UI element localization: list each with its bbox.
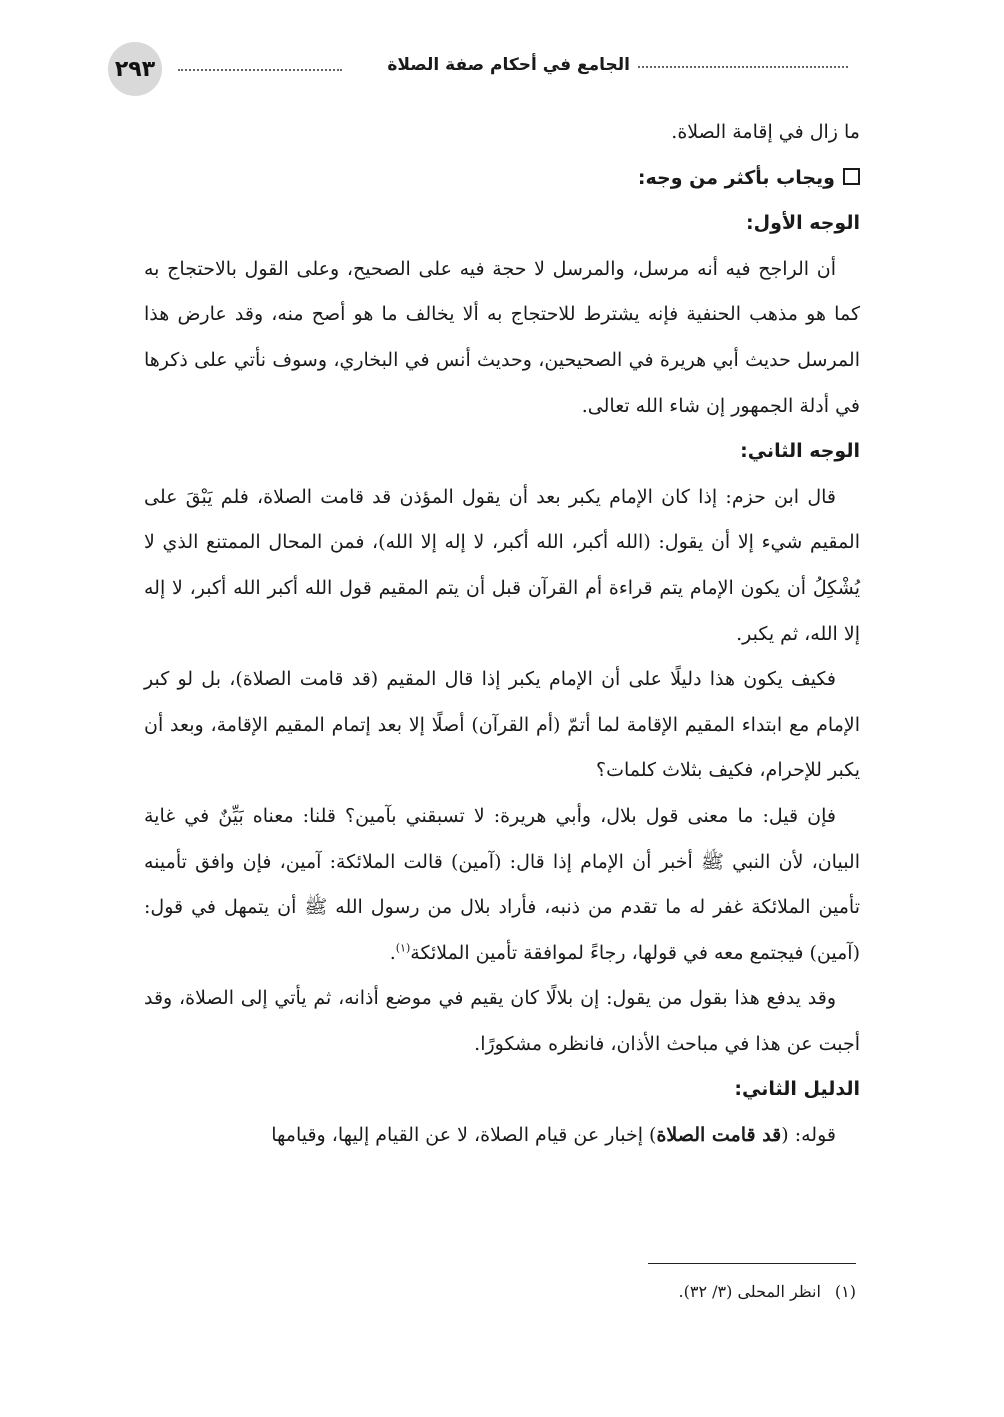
main-text xyxy=(144,110,860,1159)
paragraph xyxy=(144,1113,860,1159)
paragraph: قال ابن حزم: إذا كان الإمام يكبر بعد أن يقول المؤذن قد قامت الصلاة، فلم يَبْقَ على المقيم شيء إلا أن يقول: (الله أكبر، الله أكبر، لا إله إلا الله)، فمن المحال الممتنع الذي لا يُشْكِلُ أن يكون الإمام يتم قراءة أم القرآن قبل أن يتم المقيم قول الله أكبر الله أكبر، لا إله إلا الله، ثم يكبر. xyxy=(144,485,860,645)
quoted-phrase: قد قامت الصلاة xyxy=(656,1124,782,1147)
heading-text: ويجاب بأكثر من وجه: xyxy=(637,166,835,189)
footnote-text: انظر المحلى (٣/ ٣٢). xyxy=(678,1282,821,1301)
header-dotted-rule-right xyxy=(638,66,848,68)
paragraph-end: . xyxy=(389,941,396,964)
footnote-separator xyxy=(648,1263,856,1264)
paragraph-text: قوله: ( xyxy=(781,1124,836,1147)
page-header xyxy=(108,42,848,98)
footnote-number: (١) xyxy=(834,1282,856,1301)
paragraph-text: ) إخبار عن قيام الصلاة، لا عن القيام إليها، وقيامها xyxy=(271,1124,657,1147)
footnote xyxy=(144,1277,856,1307)
paragraph: ما زال في إقامة الصلاة. xyxy=(671,121,860,143)
paragraph: أن الراجح فيه أنه مرسل، والمرسل لا حجة فيه على الصحيح، وعلى القول بالاحتجاج به كما هو مذهب الحنفية فإنه يشترط للاحتجاج به ألا يخالف ما هو أصح منه، وقد عارض هذا المرسل حديث أبي هريرة في الصحيحين، وحديث أنس في البخاري، وسوف نأتي على ذكرها في أدلة الجمهور إن شاء الله تعالى. xyxy=(144,257,860,417)
section-heading xyxy=(144,156,860,202)
page-number: ٢٩٣ xyxy=(108,42,162,96)
header-dotted-rule-left xyxy=(178,69,342,71)
paragraph xyxy=(144,794,860,976)
subheading-first-aspect: الوجه الأول: xyxy=(746,212,860,235)
footnote-reference[interactable]: (١) xyxy=(395,941,411,955)
subheading-second-aspect: الوجه الثاني: xyxy=(740,440,860,463)
paragraph-text: فإن قيل: ما معنى قول بلال، وأبي هريرة: لا تسبقني بآمين؟ قلنا: معناه بَيِّنٌ في غاية البيان، لأن النبي ﷺ أخبر أن الإمام إذا قال: (آمين) قالت الملائكة: آمين، فإن وافق تأمينه تأمين الملائكة غفر له ما تقدم من ذنبه، فأراد بلال من رسول الله ﷺ أن يتمهل في قول: (آمين) فيجتمع معه في قولها، رجاءً لموافقة تأمين الملائكة xyxy=(144,804,860,964)
paragraph: وقد يدفع هذا بقول من يقول: إن بلالًا كان يقيم في موضع أذانه، ثم يأتي إلى الصلاة، وقد أجبت عن هذا في مباحث الأذان، فانظره مشكورًا. xyxy=(144,987,860,1055)
checkbox-square-icon xyxy=(843,168,860,185)
subheading-second-evidence: الدليل الثاني: xyxy=(734,1078,860,1101)
running-title: الجامع في أحكام صفة الصلاة xyxy=(387,55,630,75)
paragraph: فكيف يكون هذا دليلًا على أن الإمام يكبر إذا قال المقيم (قد قامت الصلاة)، بل لو كبر الإمام مع ابتداء المقيم الإقامة لما أتمّ (أم القرآن) أصلًا إلا بعد إتمام المقيم الإقامة، وبعد أن يكبر للإحرام، فكيف بثلاث كلمات؟ xyxy=(144,668,860,782)
